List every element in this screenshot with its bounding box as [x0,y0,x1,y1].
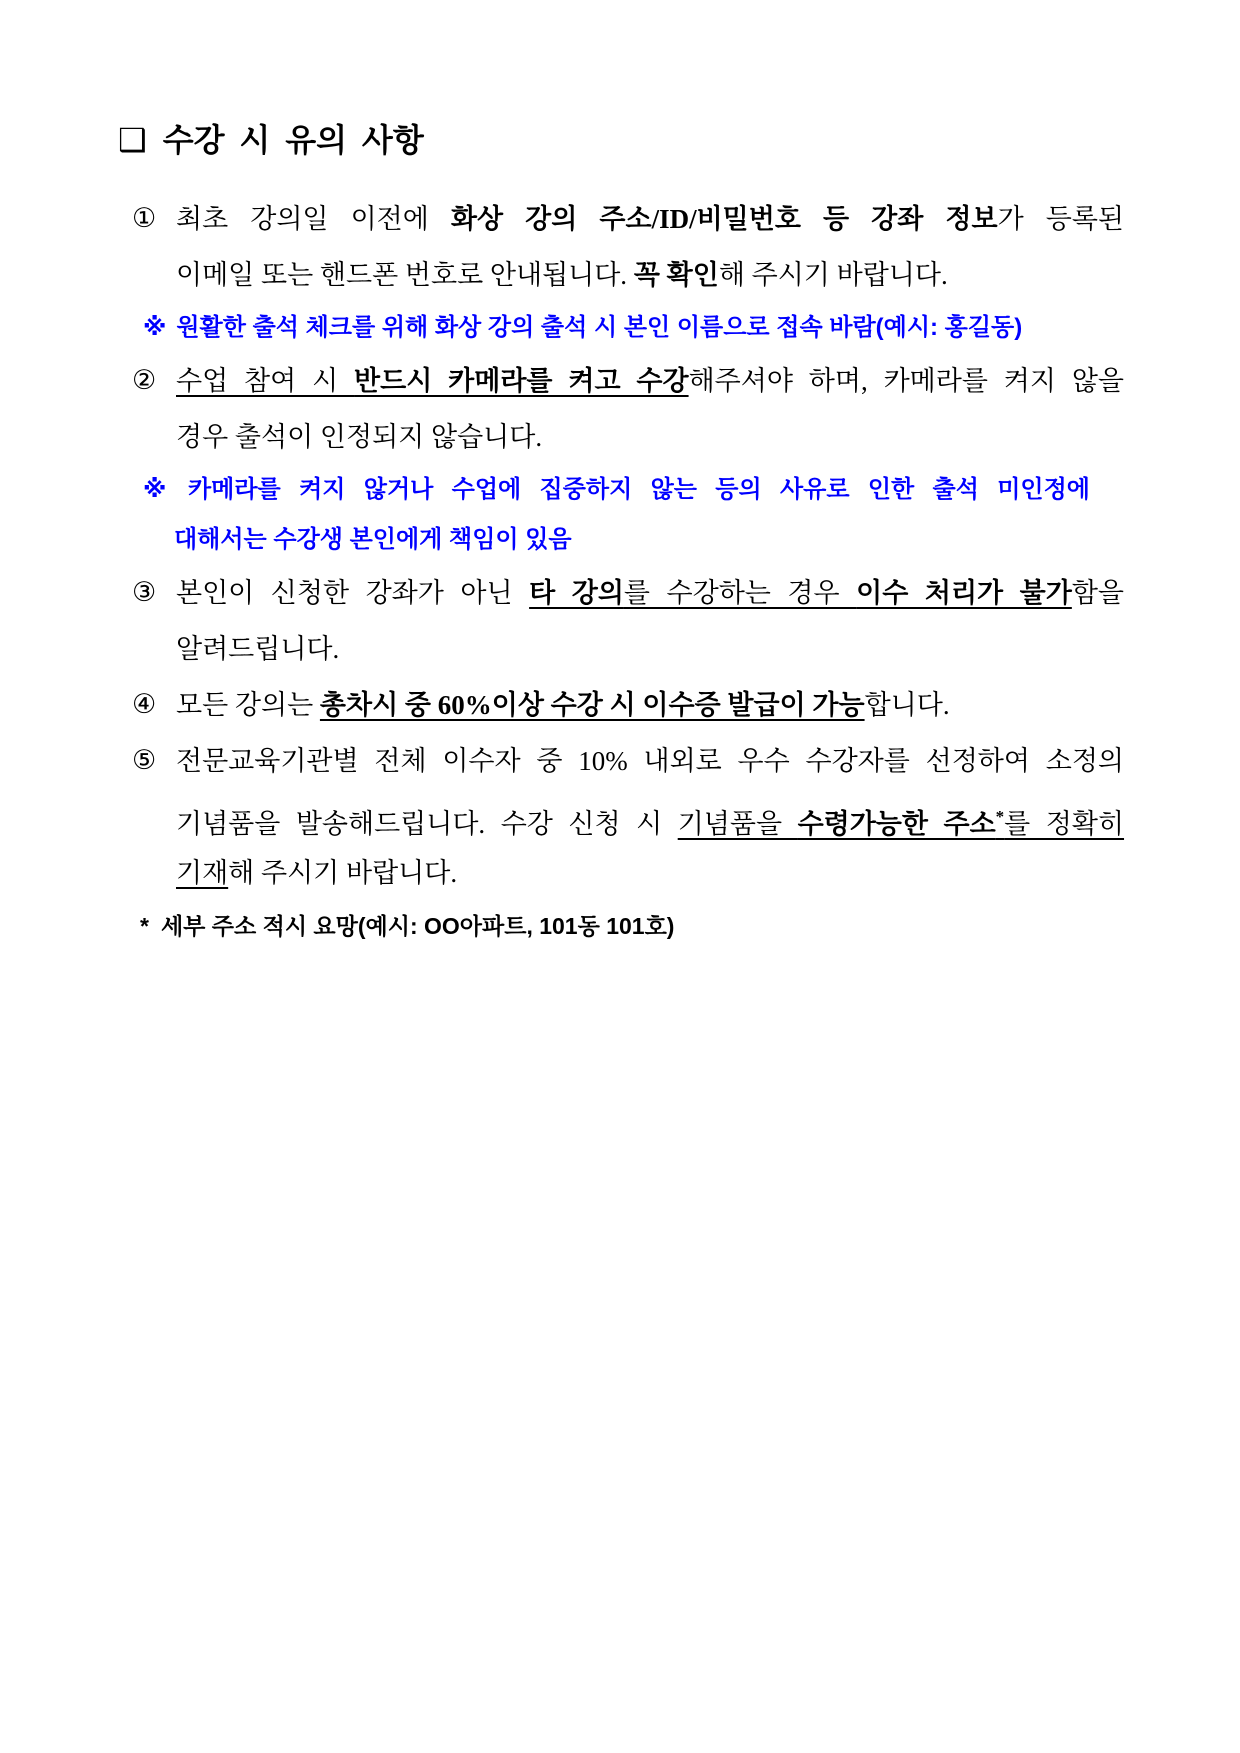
footnote-mark: * [140,913,149,939]
item-text: 경우 출석이 인정되지 않습니다. [176,422,543,452]
note-text: 카메라를 켜지 않거나 수업에 집중하지 않는 등의 사유로 인한 출석 미인정에 [188,476,1090,503]
note-text: 원활한 출석 체크를 위해 화상 강의 출석 시 본인 이름으로 접속 바람(예시: 홍길동) [176,314,1023,341]
bold-text: 수령가능한 주소 [797,809,996,839]
item-text: 전문교육기관별 전체 이수자 중 10% 내외로 우수 수강자를 선정하여 소정의 [176,746,1124,776]
item-text: 해주셔야 하며, 카메라를 켜지 않을 [688,366,1124,396]
item-text: 알려드립니다. [176,634,340,664]
item-line [176,789,1124,845]
item-text: 합니다. [864,690,950,720]
notice-section [118,115,1125,951]
item-text: 수업 참여 시 [176,366,355,396]
section-title [118,115,1124,165]
item-text: 최초 강의일 이전에 [176,204,451,234]
item-line [176,247,1124,303]
underlined-phrase [176,366,689,396]
square-bullet-icon: ❑ [118,121,147,159]
item-text: 이메일 또는 핸드폰 번호로 안내됩니다. [176,260,634,290]
item-line [176,353,1124,409]
item-text: 가 등록된 [997,204,1125,234]
reference-mark: ※ [143,476,178,503]
item-line [176,677,1124,733]
note-line [174,515,1124,565]
bold-text: 이수 처리가 불가 [856,578,1072,608]
attendance-name-note [132,303,1124,353]
item-line [176,409,1124,465]
item-text: 기념품을 [677,809,798,839]
note-text: 대해서는 수강생 본인에게 책임이 있음 [174,526,572,553]
item-text: 함을 [1071,578,1125,608]
footnote-marker: * [995,807,1005,826]
reference-mark: ※ [143,314,167,341]
item-number: ⑤ [132,745,157,776]
item-line [176,845,1124,901]
footnote-text: 세부 주소 적시 요망(예시: OO아파트, 101동 101호) [160,913,675,939]
item-text: 를 수강하는 경우 [623,578,857,608]
section-title-text: 수강 시 유의 사항 [162,122,424,158]
note-line [143,465,1090,515]
item-text: 본인이 신청한 강좌가 아닌 [176,578,530,608]
address-footnote [140,901,1124,951]
bold-text: 타 강의 [529,578,624,608]
notice-item-1 [132,191,1124,303]
underlined-phrase [678,809,1124,839]
item-number: ① [132,203,157,234]
underlined-bold-text: 총차시 중 60%이상 수강 시 이수증 발급이 가능 [319,690,865,720]
item-line [176,191,1124,247]
camera-responsibility-note [132,465,1124,565]
bold-text: 꼭 확인 [633,260,719,290]
item-number: ② [132,365,157,396]
note-line [143,303,1124,353]
underlined-phrase [529,578,1072,608]
item-number: ④ [132,689,157,720]
item-number: ③ [132,577,157,608]
item-text: 해 주시기 바랍니다. [228,858,458,888]
notice-item-3 [132,565,1124,677]
notice-item-5 [132,733,1124,901]
item-text: 를 정확히 [1004,809,1125,839]
notice-item-4 [132,677,1124,733]
bold-text: 화상 강의 주소/ID/비밀번호 등 강좌 정보 [450,204,998,234]
bold-text: 반드시 카메라를 켜고 수강 [354,366,689,396]
underlined-text: 기재 [176,858,229,888]
notice-item-2 [132,353,1124,465]
item-text: 모든 강의는 [176,690,320,720]
item-line [176,621,1124,677]
item-line [176,565,1124,621]
item-text: 기념품을 발송해드립니다. 수강 신청 시 [176,809,678,839]
item-text: 해 주시기 바랍니다. [718,260,948,290]
item-line [176,733,1124,789]
